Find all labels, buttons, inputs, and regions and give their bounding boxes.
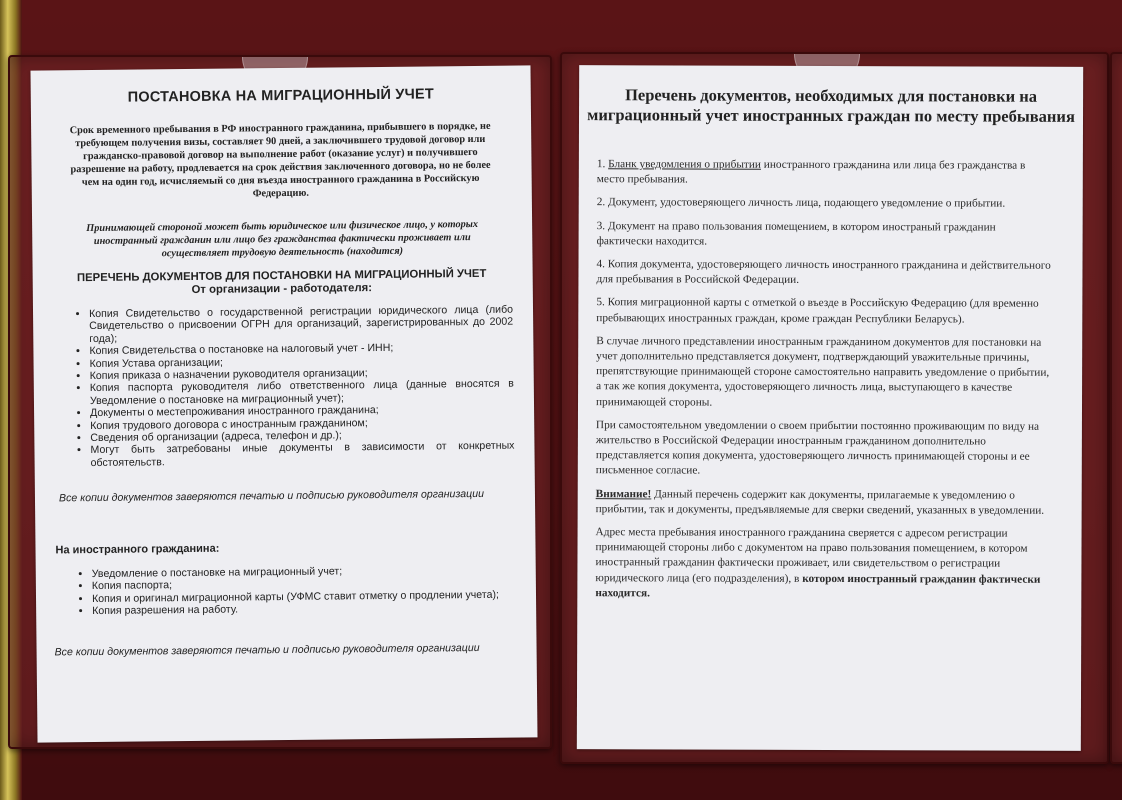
document-item-4: 4. Копия документа, удостоверяющего личность иностранного гражданина и действительного для пребывания в Российской Федерации. — [596, 258, 1051, 287]
documents-heading-line: ПЕРЕЧЕНЬ ДОКУМЕНТОВ ДЛЯ ПОСТАНОВКИ НА МИГРАЦИОННЫЙ УЧЕТ — [76, 267, 487, 285]
attention-text: Данный перечень содержит как документы, прилагаемые к уведомлению о прибытии, так и документы, предъявляемые для сверки сведений, указанных в уведомлении. — [595, 488, 1045, 517]
right-title: Перечень документов, необходимых для постановки на миграционный учет иностранных граждан по месту пребывания — [587, 85, 1075, 126]
list-item: • Копия Устава организации; — [90, 353, 514, 370]
attention-paragraph — [596, 487, 1052, 519]
attention-label: Внимание! — [595, 487, 652, 501]
address-text: Адрес места пребывания иностранного гражданина сверяется с адресом регистрации принимающей стороны либо с документом на право пользования помещением, в котором иностранный гражданин фактически проживает, или свидетельством о регистрации юридического лица (его подразделения), в — [595, 526, 1028, 585]
item-text: иностранного гражданина или лица без гражданства в место пребывания. — [596, 158, 1026, 186]
address-text-bold: котором иностранный гражданин фактически находится. — [595, 572, 1041, 600]
list-item: • Копия паспорта руководителя либо ответственного лица (данные вносятся в Уведомление о постановке на миграционный учет); — [90, 378, 514, 407]
list-item: • Копия паспорта; — [92, 576, 516, 593]
host-party-paragraph: Принимающей стороной может быть юридическое или физическое лицо, у которых иностранный гражданин или лицо без гражданства фактически проживает или осуществляет трудовую деятельность (находится) — [86, 218, 479, 260]
foreign-citizen-heading: На иностранного гражданина: — [55, 542, 220, 557]
list-item: • Копия Свидетельство о государственной регистрации юридического лица (либо Свидетельство о присвоении ОГРН для организаций, зарегистрированных до 2002 года); — [89, 304, 513, 346]
right-notice-sheet — [577, 65, 1083, 751]
list-item: • Могут быть затребованы иные документы в зависимости от конкретных обстоятельств. — [90, 440, 514, 469]
address-check-paragraph — [595, 525, 1051, 603]
list-item: • Документы о местепроживания иностранного гражданина; — [90, 403, 514, 420]
foreign-copies-note: Все копии документов заверяются печатью и подписью руководителя организации — [54, 641, 480, 659]
self-notification-paragraph: При самостоятельном уведомлении о своем прибытии постоянно проживающим по виду на жительство в Российской Федерации иностранным гражданином дополнительно представляется копия документа, удостоверяющего личность принимающей стороны и ее письменное согласие. — [595, 419, 1040, 478]
list-item: • Копия разрешения на работу. — [92, 601, 516, 618]
left-notice-sheet — [30, 65, 537, 742]
employer-copies-note: Все копии документов заверяются печатью и подписью руководителя организации — [58, 487, 485, 505]
list-item: • Сведения об организации (адреса, телефон и др.); — [90, 428, 514, 445]
list-item: • Копия трудового договора с иностранным гражданином; — [90, 415, 514, 432]
document-item-3: 3. Документ на право пользования помещением, в котором иностраный гражданин фактически находится. — [596, 219, 996, 248]
stay-term-paragraph: Срок временного пребывания в РФ иностранного гражданина, прибывшего в порядке, не требующем получения визы, составляет 90 дней, а заключившего трудовой договор или гражданско-правовой договор на выполнение работ (оказание услуг) и получившего разрешение на работу, продлевается на срок действия заключенного договора, но не более чем на один год, исчисляемый со дня въезда иностранного гражданина в Российскую Федерацию. — [69, 120, 491, 200]
document-item-1 — [597, 157, 1053, 189]
document-item-5: 5. Копия миграционной карты с отметкой о въезде в Российскую Федерацию (для временно пребывающих иностранных граждан, кроме граждан Республики Беларусь). — [596, 296, 1039, 326]
item-number: 1. — [596, 158, 606, 171]
left-title: ПОСТАНОВКА НА МИГРАЦИОННЫЙ УЧЕТ — [127, 86, 434, 106]
notification-form-link-text: Бланк уведомления о прибытии — [608, 158, 761, 171]
partial-pocket-edge — [1110, 52, 1122, 764]
employer-subheading: От организации - работодателя: — [191, 282, 373, 296]
documents-heading — [57, 268, 507, 299]
list-item: • Копия приказа о назначении руководителя организации; — [90, 366, 514, 383]
foreign-citizen-documents-list — [80, 564, 516, 618]
personal-submission-paragraph: В случае личного представлении иностранным гражданином документов для постановки на учет дополнительно представляется документ, подтверждающий уважительные причины, препятствующие принимающей стороне самостоятельно направить уведомление о прибытии, а так же копия документа, удостоверяющего личность лица, выступающего в качестве принимающей стороны. — [595, 335, 1050, 409]
list-item: • Копия и оригинал миграционной карты (УФМС ставит отметку о продлении учета); — [92, 588, 516, 605]
list-item: • Копия Свидетельства о постановке на налоговый учет - ИНН; — [89, 341, 513, 358]
employer-documents-list — [77, 304, 515, 470]
document-item-2: 2. Документ, удостоверяющего личность лица, подающего уведомление о прибытии. — [596, 196, 1006, 211]
right-body — [595, 157, 1053, 611]
list-item: • Уведомление о постановке на миграционный учет; — [92, 564, 516, 581]
